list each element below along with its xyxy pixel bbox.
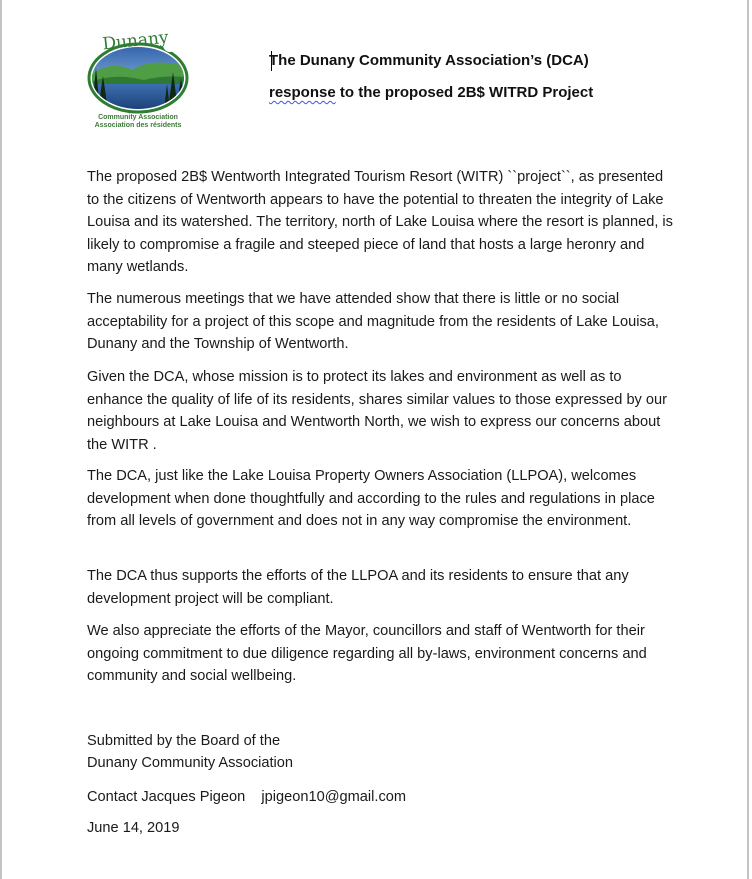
title-line-2-rest: to the proposed 2B$ WITRD Project xyxy=(335,84,594,101)
paragraph-3: Given the DCA, whose mission is to protect its lakes and environment as well as to enhance the quality of life of its residents, shares similar values to those expressed by our neighbours at Lake Louisa and Wentworth North, we wish to express our concerns about the WITR . xyxy=(87,369,668,453)
contact-line: Contact Jacques Pigeon jpigeon10@gmail.com xyxy=(87,789,407,805)
logo-wordmark: Dunany xyxy=(101,28,170,55)
spellcheck-flagged-word[interactable]: response xyxy=(269,84,336,101)
dunany-logo xyxy=(84,28,192,140)
logo-caption-french: Association des résidents xyxy=(94,122,182,129)
paragraph-2: The numerous meetings that we have attended show that there is little or no social acceptability for a project of this scope and magnitude from the residents of Lake Louisa, Dunany and the Township of Wentworth. xyxy=(87,291,659,352)
date-line: June 14, 2019 xyxy=(87,820,180,836)
logo-caption-english: Community Association xyxy=(98,114,178,121)
paragraph-1: The proposed 2B$ Wentworth Integrated Tourism Resort (WITR) ``project``, as presented to the citizens of Wentworth appears to have the potential to threaten the integrity of Lake Louisa and its watershed. The territory, north of Lake Louisa where the resort is planned, is likely to compromise a fragile and steeped piece of land that hosts a large heronry and many wetlands. xyxy=(87,169,673,275)
signature-line-1: Submitted by the Board of the xyxy=(87,733,281,749)
page-edge-right xyxy=(747,0,749,879)
lake-landscape-icon xyxy=(84,28,192,114)
paragraph-4: The DCA, just like the Lake Louisa Property Owners Association (LLPOA), welcomes development when done thoughtfully and according to the rules and regulations in place from all levels of government and does not in any way compromise the environment. xyxy=(87,468,655,529)
document-title-line-1: The Dunany Community Association’s (DCA) xyxy=(269,52,589,69)
document-title-line-2 xyxy=(269,84,593,101)
page-edge-left xyxy=(0,0,2,879)
paragraph-6: We also appreciate the efforts of the Mayor, councillors and staff of Wentworth for their ongoing commitment to due diligence regarding all by-laws, environment concerns and community and social wellbeing. xyxy=(87,623,647,684)
signature-line-2: Dunany Community Association xyxy=(87,755,294,771)
paragraph-5: The DCA thus supports the efforts of the LLPOA and its residents to ensure that any development project will be compliant. xyxy=(87,568,629,607)
